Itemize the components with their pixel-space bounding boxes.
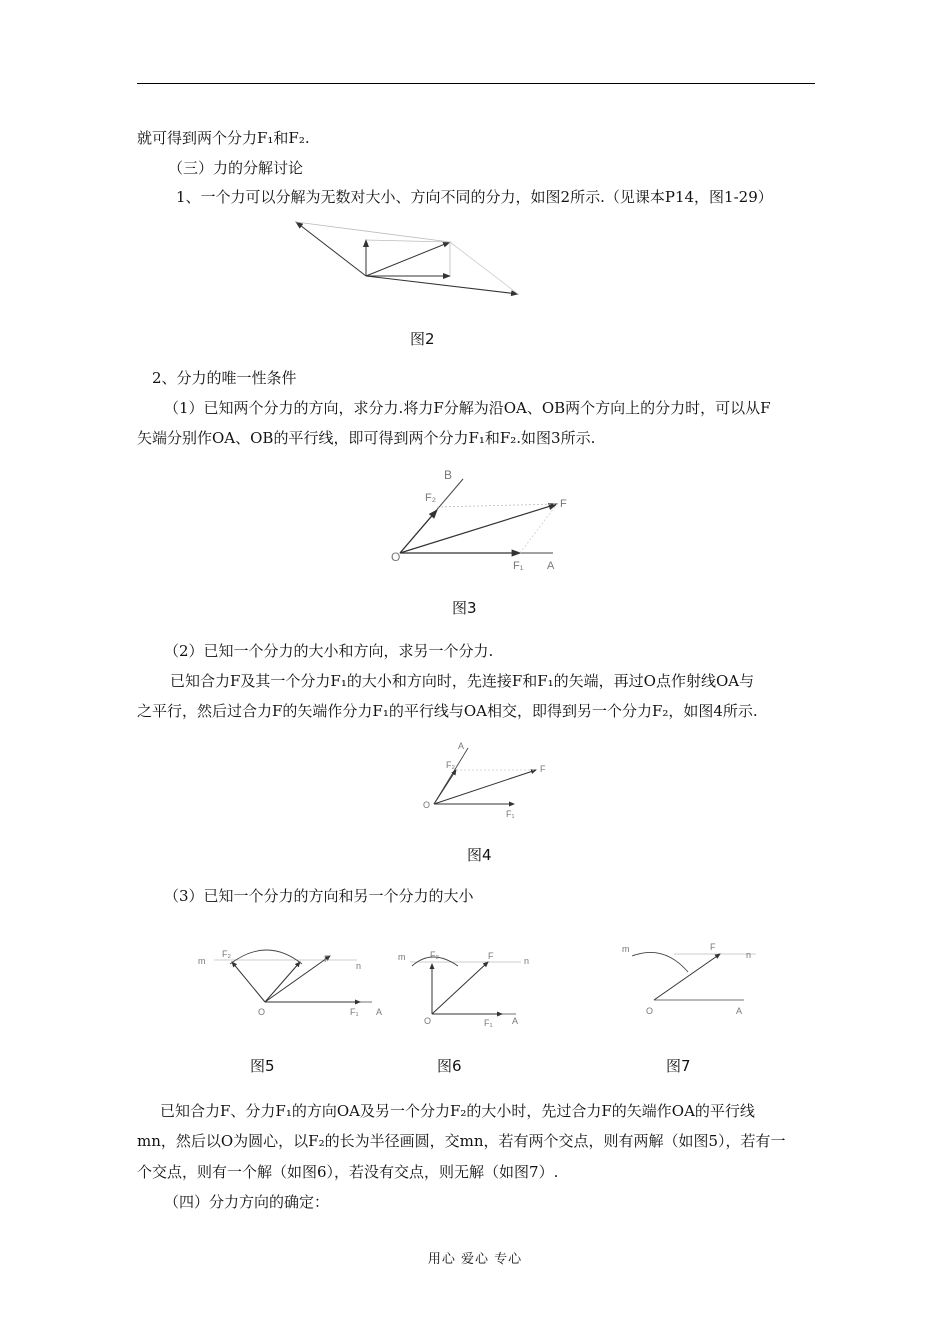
label-F: F bbox=[324, 954, 330, 964]
label-O: O bbox=[423, 800, 431, 810]
paragraph-line: （1）已知两个分力的方向，求分力.将力F分解为沿OA、OB两个方向上的分力时，可以从F bbox=[164, 399, 771, 417]
label-A: A bbox=[512, 1016, 519, 1026]
label-F: F bbox=[488, 951, 494, 961]
figure-5-diagram bbox=[192, 942, 392, 1022]
section-heading: （三）力的分解讨论 bbox=[168, 159, 304, 177]
paragraph-line: 1、一个力可以分解为无数对大小、方向不同的分力，如图2所示.（见课本P14，图1-29） bbox=[176, 188, 773, 206]
label-A: A bbox=[547, 560, 555, 572]
label-F1: F₁ bbox=[506, 809, 515, 819]
label-n: n bbox=[356, 961, 362, 971]
label-F2: F₂ bbox=[446, 760, 455, 770]
figure-2-diagram bbox=[290, 214, 530, 304]
section-heading: （四）分力方向的确定： bbox=[164, 1193, 330, 1211]
label-F: F bbox=[710, 942, 716, 952]
label-B: B bbox=[444, 468, 453, 482]
figure-3-diagram bbox=[385, 465, 585, 575]
label-m: m bbox=[622, 944, 630, 954]
figure-6-diagram bbox=[396, 946, 546, 1026]
header-rule bbox=[137, 83, 815, 84]
paragraph-line: 之平行，然后过合力F的矢端作分力F₁的平行线与OA相交，即得到另一个分力F₂，如图4所示. bbox=[137, 702, 758, 720]
label-n: n bbox=[524, 956, 530, 966]
label-F1: F₁ bbox=[513, 560, 524, 572]
figure-5-caption: 图5 bbox=[250, 1057, 275, 1075]
paragraph-line: （3）已知一个分力的方向和另一个分力的大小 bbox=[164, 887, 474, 905]
figure-2-caption: 图2 bbox=[410, 330, 435, 348]
paragraph-line: mn，然后以O为圆心，以F₂的长为半径画圆，交mn，若有两个交点，则有两解（如图5），若有一 bbox=[137, 1132, 786, 1150]
label-O: O bbox=[258, 1007, 266, 1017]
label-F2: F₂ bbox=[425, 492, 436, 504]
label-F1: F₁ bbox=[484, 1018, 493, 1028]
paragraph-line: 就可得到两个分力F₁和F₂. bbox=[137, 129, 310, 147]
label-F2: F₂ bbox=[430, 950, 439, 960]
label-F: F bbox=[560, 498, 567, 510]
label-F1: F₁ bbox=[350, 1007, 359, 1017]
figure-7-caption: 图7 bbox=[666, 1057, 691, 1075]
label-n: n bbox=[746, 950, 752, 960]
figure-6-caption: 图6 bbox=[437, 1057, 462, 1075]
label-m: m bbox=[198, 956, 206, 966]
label-A: A bbox=[736, 1006, 743, 1016]
label-A: A bbox=[458, 741, 465, 751]
paragraph-line: 个交点，则有一个解（如图6），若没有交点，则无解（如图7）. bbox=[137, 1163, 559, 1181]
figure-4-diagram bbox=[418, 740, 578, 820]
label-O: O bbox=[424, 1016, 432, 1026]
label-F2: F₂ bbox=[222, 949, 231, 959]
paragraph-line: （2）已知一个分力的大小和方向，求另一个分力. bbox=[164, 642, 494, 660]
paragraph-line: 已知合力F、分力F₁的方向OA及另一个分力F₂的大小时，先过合力F的矢端作OA的平行线 bbox=[160, 1102, 755, 1120]
paragraph-line: 矢端分别作OA、OB的平行线，即可得到两个分力F₁和F₂.如图3所示. bbox=[137, 429, 596, 447]
label-O: O bbox=[391, 550, 401, 564]
figure-3-caption: 图3 bbox=[452, 599, 477, 617]
figure-4-caption: 图4 bbox=[467, 846, 492, 864]
paragraph-line: 已知合力F及其一个分力F₁的大小和方向时，先连接F和F₁的矢端，再过O点作射线OA与 bbox=[170, 672, 755, 690]
page-footer: 用心 爱心 专心 bbox=[427, 1252, 523, 1267]
subsection-heading: 2、分力的唯一性条件 bbox=[152, 369, 297, 387]
label-m: m bbox=[398, 952, 406, 962]
label-F: F bbox=[540, 764, 546, 774]
figure-7-diagram bbox=[614, 938, 764, 1018]
label-O: O bbox=[646, 1006, 654, 1016]
label-A: A bbox=[376, 1007, 383, 1017]
